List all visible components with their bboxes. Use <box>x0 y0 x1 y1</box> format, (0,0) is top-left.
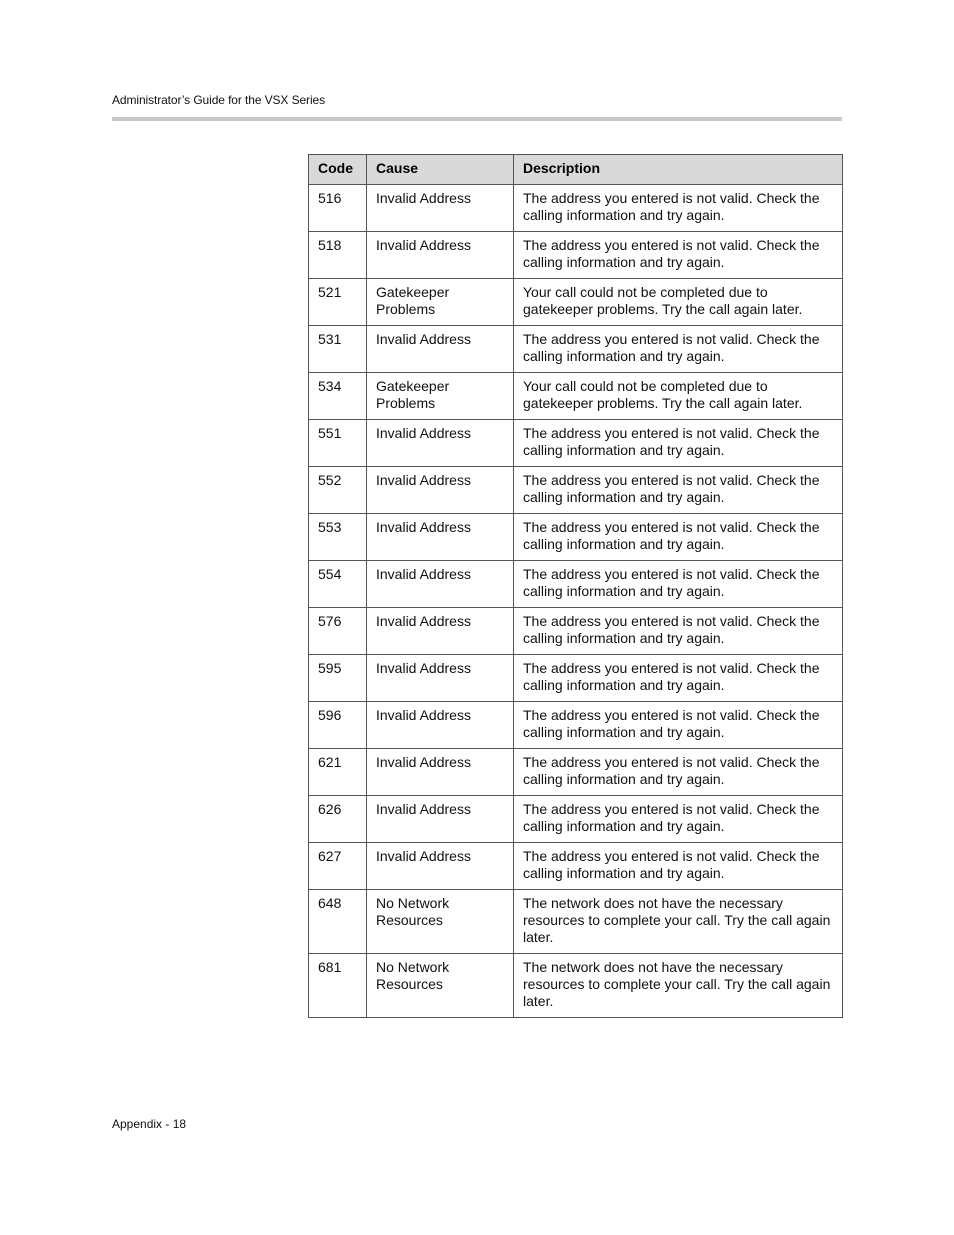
cell-description: The network does not have the necessary resources to complete your call. Try the call again later. <box>514 890 843 954</box>
page-footer-label: Appendix - 18 <box>112 1117 187 1131</box>
cell-cause: Invalid Address <box>367 420 514 467</box>
cell-cause: No Network Resources <box>367 890 514 954</box>
cell-code: 518 <box>309 232 367 279</box>
cell-code: 621 <box>309 749 367 796</box>
cell-description: The address you entered is not valid. Check the calling information and try again. <box>514 326 843 373</box>
cell-code: 595 <box>309 655 367 702</box>
cell-code: 554 <box>309 561 367 608</box>
table-row <box>309 796 843 843</box>
table-row <box>309 514 843 561</box>
table-row <box>309 232 843 279</box>
cell-description: The address you entered is not valid. Check the calling information and try again. <box>514 655 843 702</box>
cell-cause: Invalid Address <box>367 561 514 608</box>
cell-description: The address you entered is not valid. Check the calling information and try again. <box>514 467 843 514</box>
header-rule <box>112 117 842 121</box>
cell-cause: Invalid Address <box>367 749 514 796</box>
cell-cause: Invalid Address <box>367 514 514 561</box>
cell-code: 648 <box>309 890 367 954</box>
cell-description: Your call could not be completed due to gatekeeper problems. Try the call again later. <box>514 279 843 326</box>
table-row <box>309 373 843 420</box>
cell-cause: Invalid Address <box>367 702 514 749</box>
cell-cause: Invalid Address <box>367 843 514 890</box>
cell-code: 681 <box>309 954 367 1018</box>
cell-cause: Gatekeeper Problems <box>367 279 514 326</box>
cell-description: The address you entered is not valid. Check the calling information and try again. <box>514 561 843 608</box>
cell-cause: Invalid Address <box>367 796 514 843</box>
cell-cause: Invalid Address <box>367 608 514 655</box>
cell-code: 534 <box>309 373 367 420</box>
cell-code: 531 <box>309 326 367 373</box>
cell-description: The address you entered is not valid. Check the calling information and try again. <box>514 843 843 890</box>
cell-description: The network does not have the necessary resources to complete your call. Try the call again later. <box>514 954 843 1018</box>
cell-cause: Invalid Address <box>367 232 514 279</box>
cell-code: 576 <box>309 608 367 655</box>
table-row <box>309 467 843 514</box>
table-row <box>309 608 843 655</box>
table-row <box>309 954 843 1018</box>
cell-code: 521 <box>309 279 367 326</box>
table-row <box>309 749 843 796</box>
cell-code: 596 <box>309 702 367 749</box>
table-header-row <box>309 155 843 185</box>
table-row <box>309 561 843 608</box>
cell-cause: Invalid Address <box>367 326 514 373</box>
cell-description: The address you entered is not valid. Check the calling information and try again. <box>514 185 843 232</box>
cell-description: The address you entered is not valid. Check the calling information and try again. <box>514 702 843 749</box>
table-row <box>309 702 843 749</box>
table-row <box>309 843 843 890</box>
table-row <box>309 890 843 954</box>
cell-code: 553 <box>309 514 367 561</box>
cell-description: The address you entered is not valid. Check the calling information and try again. <box>514 232 843 279</box>
cell-description: Your call could not be completed due to gatekeeper problems. Try the call again later. <box>514 373 843 420</box>
cell-cause: Invalid Address <box>367 655 514 702</box>
table-row <box>309 655 843 702</box>
cell-description: The address you entered is not valid. Check the calling information and try again. <box>514 514 843 561</box>
error-code-table-container <box>308 154 842 1018</box>
running-header-title: Administrator’s Guide for the VSX Series <box>112 93 325 107</box>
cell-description: The address you entered is not valid. Check the calling information and try again. <box>514 420 843 467</box>
table-row <box>309 420 843 467</box>
cell-code: 516 <box>309 185 367 232</box>
cell-code: 551 <box>309 420 367 467</box>
table-row <box>309 185 843 232</box>
cell-code: 552 <box>309 467 367 514</box>
cell-cause: Invalid Address <box>367 467 514 514</box>
column-header-cause: Cause <box>367 155 514 185</box>
cell-description: The address you entered is not valid. Check the calling information and try again. <box>514 749 843 796</box>
error-code-table <box>308 154 843 1018</box>
cell-code: 626 <box>309 796 367 843</box>
cell-cause: Gatekeeper Problems <box>367 373 514 420</box>
cell-description: The address you entered is not valid. Check the calling information and try again. <box>514 608 843 655</box>
table-row <box>309 326 843 373</box>
column-header-code: Code <box>309 155 367 185</box>
cell-description: The address you entered is not valid. Check the calling information and try again. <box>514 796 843 843</box>
cell-code: 627 <box>309 843 367 890</box>
column-header-description: Description <box>514 155 843 185</box>
cell-cause: No Network Resources <box>367 954 514 1018</box>
cell-cause: Invalid Address <box>367 185 514 232</box>
table-row <box>309 279 843 326</box>
